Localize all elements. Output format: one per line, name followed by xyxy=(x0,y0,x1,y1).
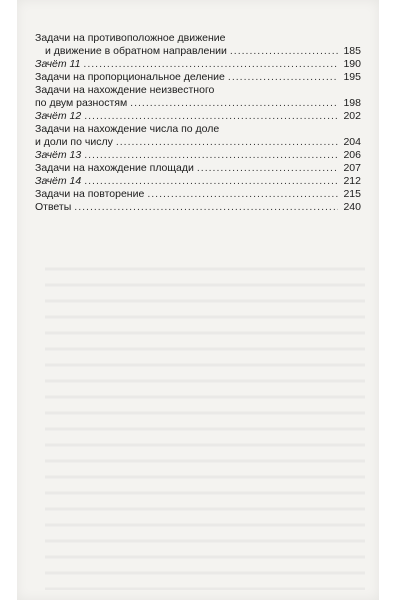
toc-page-number: 207 xyxy=(343,162,361,174)
show-through-text-shadow xyxy=(45,260,365,590)
toc-entry-title-line: и доли по числу xyxy=(35,136,113,148)
toc-entry-title-line: Зачёт 14 xyxy=(35,175,82,187)
leader-dots xyxy=(74,201,338,214)
toc-entry xyxy=(35,71,361,84)
toc-entry-title-line: Задачи на нахождение неизвестного xyxy=(35,84,215,96)
toc-entry xyxy=(35,149,361,162)
leader-dots xyxy=(228,71,338,84)
leader-dots xyxy=(116,136,338,149)
toc-entry-title-line: по двум разностям xyxy=(35,97,128,109)
toc-page-number: 215 xyxy=(343,188,361,200)
toc-entry xyxy=(35,58,361,71)
toc-entry xyxy=(35,201,361,214)
toc-page-number: 195 xyxy=(343,71,361,83)
toc-entry-title-line: и движение в обратном направлении xyxy=(45,45,227,57)
book-page xyxy=(17,0,379,600)
toc-entry-title-line: Ответы xyxy=(35,201,72,213)
toc-page-number: 190 xyxy=(343,58,361,70)
toc-entry xyxy=(35,123,361,149)
toc-entry-title-line: Задачи на противоположное движение xyxy=(35,32,226,44)
toc-entry xyxy=(35,32,361,58)
toc-entry xyxy=(35,188,361,201)
toc-page-number: 198 xyxy=(343,97,361,109)
toc-page-number: 240 xyxy=(343,201,361,213)
leader-dots xyxy=(84,175,338,188)
toc-page-number: 212 xyxy=(343,175,361,187)
toc-entry xyxy=(35,175,361,188)
leader-dots xyxy=(197,162,338,175)
toc-entry xyxy=(35,162,361,175)
toc-entry-title-line: Зачёт 13 xyxy=(35,149,82,161)
toc-entry-title-line: Зачёт 11 xyxy=(35,58,81,70)
toc-entry-title-line: Задачи на пропорциональное деление xyxy=(35,71,225,83)
toc-entry-title-line: Задачи на нахождение площади xyxy=(35,162,194,174)
table-of-contents xyxy=(35,32,361,214)
leader-dots xyxy=(84,110,338,123)
toc-entry-title-line: Задачи на повторение xyxy=(35,188,145,200)
toc-entry xyxy=(35,110,361,123)
toc-entry-title-line: Задачи на нахождение числа по доле xyxy=(35,123,220,135)
toc-page-number: 204 xyxy=(343,136,361,148)
toc-page-number: 202 xyxy=(343,110,361,122)
toc-page-number: 185 xyxy=(343,45,361,57)
leader-dots xyxy=(230,45,338,58)
leader-dots xyxy=(84,149,338,162)
leader-dots xyxy=(83,58,338,71)
leader-dots xyxy=(130,97,338,110)
toc-page-number: 206 xyxy=(343,149,361,161)
toc-entry xyxy=(35,84,361,110)
leader-dots xyxy=(147,188,338,201)
toc-entry-title-line: Зачёт 12 xyxy=(35,110,82,122)
